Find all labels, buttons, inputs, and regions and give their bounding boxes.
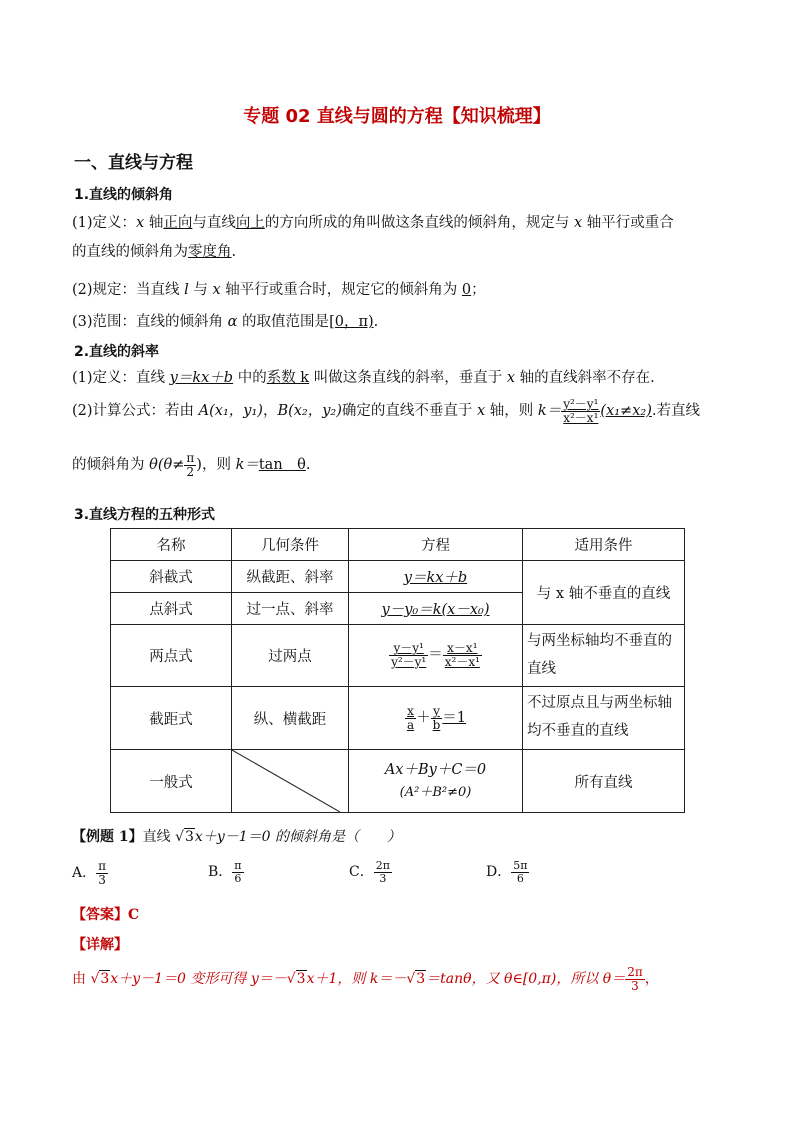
slope-formula: (2)计算公式：若由 A(x₁，y₁)，B(x₂，y₂)确定的直线不垂直于 x 轴，则 k＝ $\frac{\text{y²－y¹}}{\text{x²－x¹}}$ (x₁≠x₂).若直线 — [72, 397, 700, 425]
form-applicability: 与两坐标轴均不垂直的直线 — [523, 625, 685, 687]
option-d[interactable]: D． $\frac{5\pi}{6}$ — [486, 859, 528, 885]
page-title: 专题 02 直线与圆的方程【知识梳理】 — [243, 106, 551, 127]
form-applicability: 不过原点且与两坐标轴均不垂直的直线 — [523, 687, 685, 750]
slope-definition: (1)定义：直线 y＝kx＋b 中的系数 k 叫做这条直线的斜率，垂直于 x 轴的直线斜率不存在. — [72, 370, 655, 386]
table-row — [111, 625, 685, 687]
form-condition: 纵、横截距 — [232, 687, 349, 750]
form-equation: y＝kx＋b — [349, 561, 523, 593]
table-header: 名称 — [111, 529, 232, 561]
form-name: 一般式 — [111, 750, 232, 813]
table-header: 方程 — [349, 529, 523, 561]
incline-rule: (2)规定：当直线 l 与 x 轴平行或重合时，规定它的倾斜角为 0； — [72, 282, 486, 298]
incline-range: (3)范围：直线的倾斜角 α 的取值范围是[0，π). — [72, 314, 379, 330]
subsection-heading-incline: 1.直线的倾斜角 — [74, 187, 174, 203]
form-equation: y－y₀＝k(x－x₀) — [349, 593, 523, 625]
form-applicability: 所有直线 — [523, 750, 685, 813]
form-name: 斜截式 — [111, 561, 232, 593]
table-row — [111, 561, 685, 593]
option-b[interactable]: B． $\frac{\pi}{6}$ — [208, 859, 242, 885]
detail-label: 【详解】 — [72, 937, 128, 953]
form-name: 点斜式 — [111, 593, 232, 625]
table-header: 适用条件 — [523, 529, 685, 561]
form-condition: 纵截距、斜率 — [232, 561, 349, 593]
form-condition: 过两点 — [232, 625, 349, 687]
option-a[interactable]: A． $\frac{\pi}{3}$ — [72, 859, 107, 887]
form-equation: $\frac{\text{y－y¹}}{\text{y²－y¹}}$ ＝ $\frac{\text{x－x¹}}{\text{x²－x¹}}$ — [349, 625, 523, 687]
form-name: 两点式 — [111, 625, 232, 687]
incline-definition-line2: 的直线的倾斜角为零度角. — [72, 244, 237, 260]
form-condition: 过一点、斜率 — [232, 593, 349, 625]
section-heading: 一、直线与方程 — [74, 153, 193, 173]
table-header: 几何条件 — [232, 529, 349, 561]
half-pi-fraction: $\frac{\pi}{2}$ — [186, 451, 195, 479]
example-question: 【例题 1】直线 √3x＋y－1＝0 的倾斜角是（ ） — [72, 829, 401, 845]
table-row — [111, 687, 685, 750]
table-row — [111, 750, 685, 813]
answer-label: 【答案】C — [72, 907, 140, 923]
form-name: 截距式 — [111, 687, 232, 750]
solution-line: 由 √3x＋y－1＝0 变形可得 y＝－√3x＋1，则 k＝－√3＝tanθ，又 θ∈[0,π)，所以 θ＝ $\frac{2\pi}{3}$ ， — [72, 965, 659, 993]
subsection-heading-forms: 3.直线方程的五种形式 — [74, 507, 216, 523]
form-equation: $\frac{x}{a}$ ＋ $\frac{y}{b}$ ＝1 — [349, 687, 523, 750]
table-header-row — [111, 529, 685, 561]
slope-angle: 的倾斜角为 θ(θ≠ $\frac{\pi}{2}$ )，则 k＝tan θ. — [72, 451, 311, 479]
incline-definition-line1: (1)定义：x 轴正向与直线向上的方向所成的角叫做这条直线的倾斜角，规定与 x 轴平行或重合 — [72, 215, 674, 231]
option-c[interactable]: C． $\frac{2\pi}{3}$ — [349, 859, 390, 885]
slope-fraction: $\frac{\text{y²－y¹}}{\text{x²－x¹}}$ — [563, 397, 599, 425]
subsection-heading-slope: 2.直线的斜率 — [74, 344, 160, 360]
diagonal-slash — [232, 750, 340, 812]
line-equation-forms-table — [110, 528, 685, 813]
form-applicability: 与 x 轴不垂直的直线 — [523, 561, 685, 625]
form-condition-empty — [232, 750, 349, 813]
form-equation: Ax＋By＋C＝0 (A²＋B²≠0) — [349, 750, 523, 813]
